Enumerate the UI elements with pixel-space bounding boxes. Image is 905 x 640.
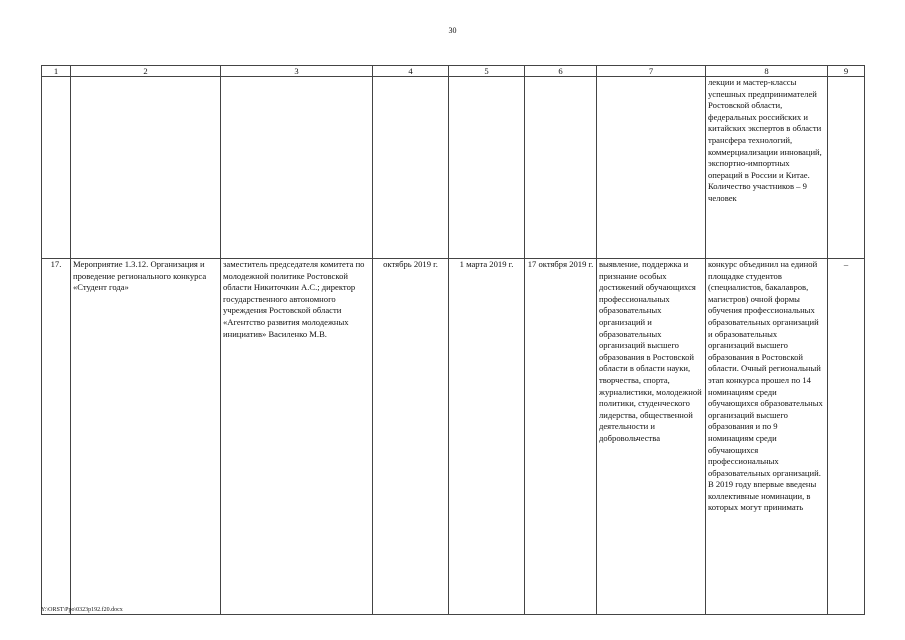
column-number-row <box>42 66 865 77</box>
note-cell: – <box>828 259 865 615</box>
page-number: 30 <box>448 26 457 35</box>
event-cell: Мероприятие 1.3.12. Организация и проведение регионального конкурса «Студент года» <box>71 259 221 615</box>
table-row-continued <box>42 77 865 259</box>
header-cell: 4 <box>373 66 449 77</box>
header-cell: 6 <box>525 66 597 77</box>
header-cell: 3 <box>221 66 373 77</box>
header-cell: 9 <box>828 66 865 77</box>
header-cell: 7 <box>597 66 706 77</box>
header-cell: 8 <box>706 66 828 77</box>
plan-date-cell: октябрь 2019 г. <box>373 259 449 615</box>
report-table <box>41 65 865 615</box>
responsible-cell: заместитель председателя комитета по молодежной политике Ростовской области Никиточкин А.С.; директор государственного автономного учреждения Ростовской области «Агентство развития молодежных инициатив» Василенко М.В. <box>221 259 373 615</box>
file-path-footer: Y:\ORST\Ppo\0323p192.f20.docx <box>41 607 123 613</box>
expected-result-cell: выявление, поддержка и признание особых достижений обучающихся профессиональных образовательных организаций и образовательных организаций высшего образования в Ростовской области в области науки, творчества, спорта, журналистики, молодежной политики, студенческого лидерства, общественной деятельности и добровольчества <box>597 259 706 615</box>
result-cell: лекции и мастер-классы успешных предпринимателей Ростовской области, федеральных российских и китайских экспертов в области трансфера технологий, коммерциализации инноваций, экспортно-импортных операций в России и Китае. Количество участников – 9 человек <box>706 77 828 259</box>
header-cell: 1 <box>42 66 71 77</box>
header-cell: 2 <box>71 66 221 77</box>
actual-result-cell: конкурс объединил на единой площадке студентов (специалистов, бакалавров, магистров) очной формы обучения профессиональных образовательных организаций и образовательных организаций высшего образования в Ростовской области. Очный региональный этап конкурса прошел по 14 номинациям среди обучающихся образовательных организаций высшего образования и по 9 номинациям среди обучающихся профессиональных образовательных организаций. В 2019 году впервые введены коллективные номинации, в которых могут принимать <box>706 259 828 615</box>
table-row-17 <box>42 259 865 615</box>
start-date-cell: 1 марта 2019 г. <box>449 259 525 615</box>
end-date-cell: 17 октября 2019 г. <box>525 259 597 615</box>
row-number: 17. <box>42 259 71 615</box>
header-cell: 5 <box>449 66 525 77</box>
